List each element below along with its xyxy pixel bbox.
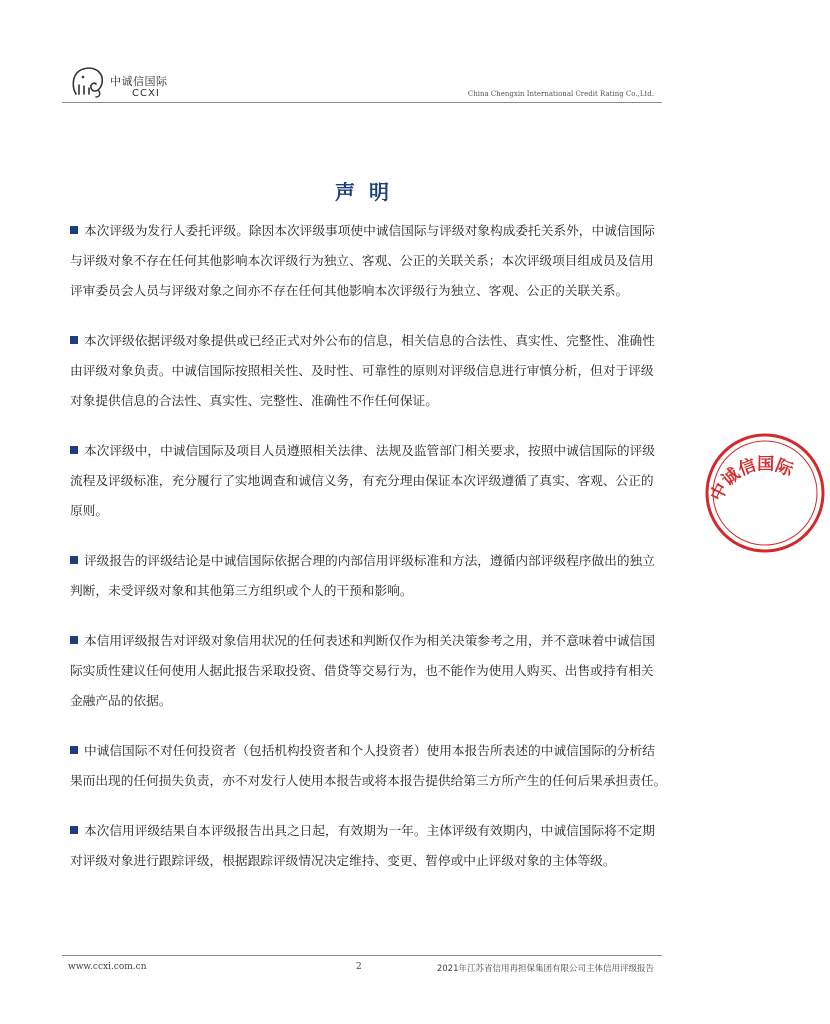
declaration-paragraph [70,736,667,796]
paragraph-line: 与评级对象不存在任何其他影响本次评级行为独立、客观、公正的关联关系；本次评级项目组成员及信用 [70,253,654,268]
footer-page-number: 2 [356,962,362,972]
declaration-body [70,216,667,896]
paragraph-line: 本信用评级报告对评级对象信用状况的任何表述和判断仅作为相关决策参考之用，并不意味着中诚信国 [70,626,662,656]
footer-website-link[interactable]: www.ccxi.com.cn [68,962,147,972]
paragraph-line: 金融产品的依据。 [70,693,172,708]
header-divider [62,102,662,103]
declaration-paragraph [70,816,662,876]
square-bullet-icon [70,226,78,234]
square-bullet-icon [70,826,78,834]
paragraph-line: 对象提供信息的合法性、真实性、完整性、准确性不作任何保证。 [70,393,438,408]
svg-text:中诚信国际 [706,454,797,504]
declaration-paragraph [70,546,662,606]
paragraph-line: 本次评级依据评级对象提供或已经正式对外公布的信息，相关信息的合法性、真实性、完整性、准确性 [70,326,662,356]
paragraph-line: 由评级对象负责。中诚信国际按照相关性、及时性、可靠性的原则对评级信息进行审慎分析，但对于评级 [70,363,654,378]
footer-report-title: 2021年江苏省信用再担保集团有限公司主体信用评级报告 [436,964,654,974]
paragraph-line: 评级报告的评级结论是中诚信国际依据合理的内部信用评级标准和方法，遵循内部评级程序做出的独立 [70,546,662,576]
paragraph-line: 本次信用评级结果自本评级报告出具之日起，有效期为一年。主体评级有效期内，中诚信国际将不定期 [70,816,662,846]
company-seal-stamp [700,428,830,558]
declaration-paragraph [70,626,662,716]
paragraph-line: 中诚信国际不对任何投资者（包括机构投资者和个人投资者）使用本报告所表述的中诚信国际的分析结 [70,736,662,766]
paragraph-line: 果而出现的任何损失负责，亦不对发行人使用本报告或将本报告提供给第三方所产生的任何后果承担责任。 [70,773,667,788]
square-bullet-icon [70,636,78,644]
paragraph-line: 际实质性建议任何使用人据此报告采取投资、借贷等交易行为，也不能作为使用人购买、出售或持有相关 [70,663,654,678]
paragraph-line: 判断，未受评级对象和其他第三方组织或个人的干预和影响。 [70,583,413,598]
square-bullet-icon [70,556,78,564]
declaration-paragraph [70,216,662,306]
paragraph-line: 对评级对象进行跟踪评级，根据跟踪评级情况决定维持、变更、暂停或中止评级对象的主体等级。 [70,853,616,868]
paragraph-line: 流程及评级标准，充分履行了实地调查和诚信义务，有充分理由保证本次评级遵循了真实、客观、公正的 [70,473,654,488]
declaration-paragraph [70,326,662,416]
logo-english-text: CCXI [132,88,160,99]
footer-divider [62,955,662,956]
paragraph-line: 评审委员会人员与评级对象之间亦不存在任何其他影响本次评级行为独立、客观、公正的关联关系。 [70,283,629,298]
elephant-logo-icon [70,64,108,100]
paragraph-line: 本次评级为发行人委托评级。除因本次评级事项使中诚信国际与评级对象构成委托关系外，中诚信国际 [70,216,662,246]
stamp-text: 中诚信国际 [706,454,796,505]
page-header [62,64,662,104]
square-bullet-icon [70,446,78,454]
logo-chinese-text: 中诚信国际 [110,75,168,88]
paragraph-line: 本次评级中，中诚信国际及项目人员遵照相关法律、法规及监管部门相关要求，按照中诚信国际的评级 [70,436,662,466]
page-footer [62,960,662,978]
company-logo [70,64,180,104]
company-english-name: China Chengxin International Credit Rating Co.,Ltd. [467,90,654,98]
paragraph-line: 原则。 [70,503,109,518]
page-title: 声明 [335,180,403,204]
square-bullet-icon [70,336,78,344]
declaration-paragraph [70,436,662,526]
square-bullet-icon [70,746,78,754]
